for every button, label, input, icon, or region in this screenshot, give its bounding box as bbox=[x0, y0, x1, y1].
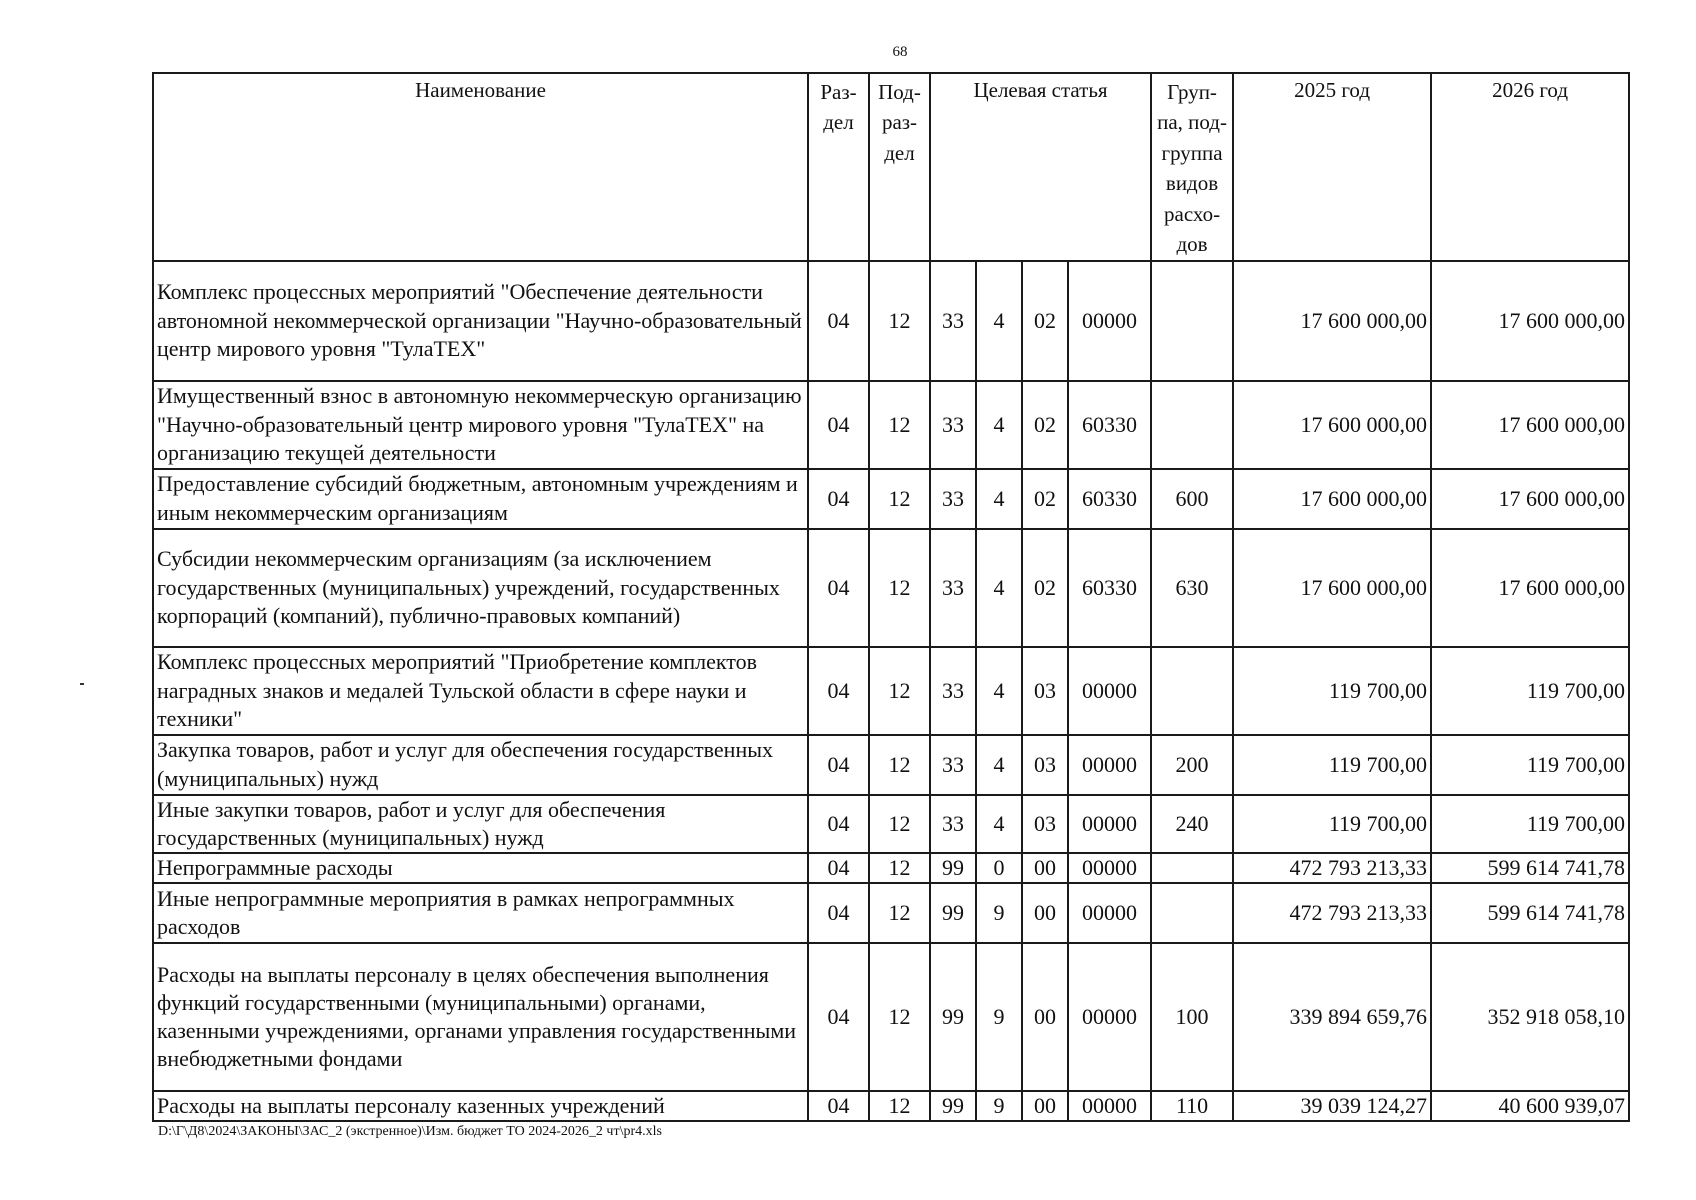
row-target-type: 4 bbox=[976, 647, 1022, 735]
header-year-2025: 2025 год bbox=[1233, 73, 1431, 261]
row-razdel: 04 bbox=[808, 529, 869, 647]
header-razdel: Раз- дел bbox=[808, 73, 869, 261]
row-target-type: 4 bbox=[976, 529, 1022, 647]
row-target-direction: 00000 bbox=[1068, 735, 1151, 795]
row-amount-2025: 472 793 213,33 bbox=[1233, 883, 1431, 943]
row-target-program: 33 bbox=[930, 735, 976, 795]
row-expense-group bbox=[1151, 853, 1233, 883]
row-name: Иные непрограммные мероприятия в рамках непрограммных расходов bbox=[153, 883, 808, 943]
row-amount-2025: 17 600 000,00 bbox=[1233, 381, 1431, 469]
row-amount-2026: 17 600 000,00 bbox=[1431, 381, 1629, 469]
row-podrazdel: 12 bbox=[869, 735, 930, 795]
row-razdel: 04 bbox=[808, 795, 869, 853]
row-target-type: 4 bbox=[976, 735, 1022, 795]
row-expense-group bbox=[1151, 381, 1233, 469]
row-expense-group bbox=[1151, 261, 1233, 381]
row-target-direction: 00000 bbox=[1068, 853, 1151, 883]
row-target-direction: 00000 bbox=[1068, 795, 1151, 853]
row-target-subprogram: 02 bbox=[1022, 529, 1068, 647]
row-target-direction: 00000 bbox=[1068, 647, 1151, 735]
row-target-subprogram: 00 bbox=[1022, 853, 1068, 883]
row-amount-2026: 17 600 000,00 bbox=[1431, 261, 1629, 381]
row-amount-2025: 17 600 000,00 bbox=[1233, 469, 1431, 529]
row-razdel: 04 bbox=[808, 647, 869, 735]
row-name: Комплекс процессных мероприятий "Обеспечение деятельности автономной некоммерческой организации "Научно-образовательный центр мирового уровня "ТулаТЕХ" bbox=[153, 261, 808, 381]
row-podrazdel: 12 bbox=[869, 943, 930, 1091]
row-amount-2026: 17 600 000,00 bbox=[1431, 469, 1629, 529]
row-name: Имущественный взнос в автономную некоммерческую организацию "Научно-образовательный центр мирового уровня "ТулаТЕХ" на организацию текущей деятельности bbox=[153, 381, 808, 469]
row-amount-2026: 40 600 939,07 bbox=[1431, 1091, 1629, 1121]
row-target-program: 33 bbox=[930, 381, 976, 469]
row-name: Субсидии некоммерческим организациям (за исключением государственных (муниципальных) учреждений, государственных корпораций (компаний), публично-правовых компаний) bbox=[153, 529, 808, 647]
header-expense-group: Груп- па, под- группа видов расхо- дов bbox=[1151, 73, 1233, 261]
row-expense-group: 110 bbox=[1151, 1091, 1233, 1121]
row-name: Предоставление субсидий бюджетным, автономным учреждениям и иным некоммерческим организациям bbox=[153, 469, 808, 529]
row-target-subprogram: 02 bbox=[1022, 261, 1068, 381]
row-expense-group: 240 bbox=[1151, 795, 1233, 853]
row-podrazdel: 12 bbox=[869, 529, 930, 647]
row-target-direction: 60330 bbox=[1068, 469, 1151, 529]
row-name: Расходы на выплаты персоналу казенных учреждений bbox=[153, 1091, 808, 1121]
budget-table bbox=[152, 72, 1630, 1122]
table-row bbox=[153, 883, 1629, 943]
row-podrazdel: 12 bbox=[869, 381, 930, 469]
row-target-program: 33 bbox=[930, 261, 976, 381]
row-amount-2026: 17 600 000,00 bbox=[1431, 529, 1629, 647]
row-expense-group bbox=[1151, 647, 1233, 735]
row-podrazdel: 12 bbox=[869, 469, 930, 529]
row-target-subprogram: 02 bbox=[1022, 469, 1068, 529]
table-row bbox=[153, 381, 1629, 469]
row-target-program: 33 bbox=[930, 469, 976, 529]
row-razdel: 04 bbox=[808, 1091, 869, 1121]
row-target-direction: 00000 bbox=[1068, 1091, 1151, 1121]
row-target-subprogram: 03 bbox=[1022, 795, 1068, 853]
row-name: Расходы на выплаты персоналу в целях обеспечения выполнения функций государственными (муниципальными) органами, казенными учреждениями, органами управления государственными внебюджетными фондами bbox=[153, 943, 808, 1091]
row-razdel: 04 bbox=[808, 469, 869, 529]
row-razdel: 04 bbox=[808, 735, 869, 795]
row-target-subprogram: 02 bbox=[1022, 381, 1068, 469]
header-year-2026: 2026 год bbox=[1431, 73, 1629, 261]
row-target-direction: 00000 bbox=[1068, 943, 1151, 1091]
row-expense-group: 600 bbox=[1151, 469, 1233, 529]
row-target-program: 99 bbox=[930, 883, 976, 943]
table-row bbox=[153, 1091, 1629, 1121]
row-expense-group: 100 bbox=[1151, 943, 1233, 1091]
row-amount-2026: 119 700,00 bbox=[1431, 647, 1629, 735]
row-amount-2026: 599 614 741,78 bbox=[1431, 883, 1629, 943]
row-target-program: 99 bbox=[930, 943, 976, 1091]
table-row bbox=[153, 529, 1629, 647]
row-expense-group bbox=[1151, 883, 1233, 943]
row-amount-2025: 119 700,00 bbox=[1233, 795, 1431, 853]
row-target-program: 99 bbox=[930, 853, 976, 883]
table-row bbox=[153, 795, 1629, 853]
row-amount-2025: 119 700,00 bbox=[1233, 647, 1431, 735]
row-podrazdel: 12 bbox=[869, 795, 930, 853]
row-amount-2025: 472 793 213,33 bbox=[1233, 853, 1431, 883]
row-razdel: 04 bbox=[808, 943, 869, 1091]
row-amount-2026: 119 700,00 bbox=[1431, 735, 1629, 795]
row-target-type: 9 bbox=[976, 1091, 1022, 1121]
row-target-type: 4 bbox=[976, 795, 1022, 853]
row-target-type: 4 bbox=[976, 381, 1022, 469]
footer-file-path: D:\Г\Д8\2024\ЗАКОНЫ\ЗАС_2 (экстренное)\Изм. бюджет ТО 2024-2026_2 чт\pr4.xls bbox=[158, 1124, 662, 1139]
row-amount-2025: 119 700,00 bbox=[1233, 735, 1431, 795]
row-target-type: 4 bbox=[976, 261, 1022, 381]
row-target-type: 4 bbox=[976, 469, 1022, 529]
row-target-program: 33 bbox=[930, 529, 976, 647]
row-target-type: 9 bbox=[976, 883, 1022, 943]
table-row bbox=[153, 735, 1629, 795]
header-podrazdel: Под- раз- дел bbox=[869, 73, 930, 261]
table-row bbox=[153, 853, 1629, 883]
row-amount-2026: 599 614 741,78 bbox=[1431, 853, 1629, 883]
header-row bbox=[153, 73, 1629, 261]
row-target-program: 99 bbox=[930, 1091, 976, 1121]
row-name: Непрограммные расходы bbox=[153, 853, 808, 883]
row-amount-2025: 17 600 000,00 bbox=[1233, 529, 1431, 647]
row-amount-2025: 339 894 659,76 bbox=[1233, 943, 1431, 1091]
table-row bbox=[153, 469, 1629, 529]
row-podrazdel: 12 bbox=[869, 853, 930, 883]
row-razdel: 04 bbox=[808, 883, 869, 943]
row-podrazdel: 12 bbox=[869, 261, 930, 381]
row-target-subprogram: 00 bbox=[1022, 1091, 1068, 1121]
table-body bbox=[153, 261, 1629, 1122]
row-amount-2025: 17 600 000,00 bbox=[1233, 261, 1431, 381]
scan-mark bbox=[80, 683, 84, 685]
row-amount-2025: 39 039 124,27 bbox=[1233, 1091, 1431, 1121]
row-name: Закупка товаров, работ и услуг для обеспечения государственных (муниципальных) нужд bbox=[153, 735, 808, 795]
row-target-direction: 60330 bbox=[1068, 381, 1151, 469]
row-name: Иные закупки товаров, работ и услуг для обеспечения государственных (муниципальных) нужд bbox=[153, 795, 808, 853]
row-amount-2026: 352 918 058,10 bbox=[1431, 943, 1629, 1091]
table-row bbox=[153, 943, 1629, 1091]
row-razdel: 04 bbox=[808, 261, 869, 381]
row-razdel: 04 bbox=[808, 381, 869, 469]
row-target-program: 33 bbox=[930, 795, 976, 853]
table-row bbox=[153, 647, 1629, 735]
row-name: Комплекс процессных мероприятий "Приобретение комплектов наградных знаков и медалей Тульской области в сфере науки и техники" bbox=[153, 647, 808, 735]
row-target-subprogram: 00 bbox=[1022, 883, 1068, 943]
row-amount-2026: 119 700,00 bbox=[1431, 795, 1629, 853]
row-target-subprogram: 00 bbox=[1022, 943, 1068, 1091]
row-target-type: 9 bbox=[976, 943, 1022, 1091]
row-expense-group: 630 bbox=[1151, 529, 1233, 647]
row-target-type: 0 bbox=[976, 853, 1022, 883]
row-podrazdel: 12 bbox=[869, 1091, 930, 1121]
row-target-direction: 00000 bbox=[1068, 883, 1151, 943]
row-target-program: 33 bbox=[930, 647, 976, 735]
row-target-subprogram: 03 bbox=[1022, 735, 1068, 795]
header-target-article: Целевая статья bbox=[930, 73, 1151, 261]
page-number: 68 bbox=[892, 44, 908, 60]
row-podrazdel: 12 bbox=[869, 883, 930, 943]
table-row bbox=[153, 261, 1629, 381]
row-razdel: 04 bbox=[808, 853, 869, 883]
row-target-direction: 00000 bbox=[1068, 261, 1151, 381]
row-podrazdel: 12 bbox=[869, 647, 930, 735]
row-target-subprogram: 03 bbox=[1022, 647, 1068, 735]
row-expense-group: 200 bbox=[1151, 735, 1233, 795]
row-target-direction: 60330 bbox=[1068, 529, 1151, 647]
header-name: Наименование bbox=[153, 73, 808, 261]
